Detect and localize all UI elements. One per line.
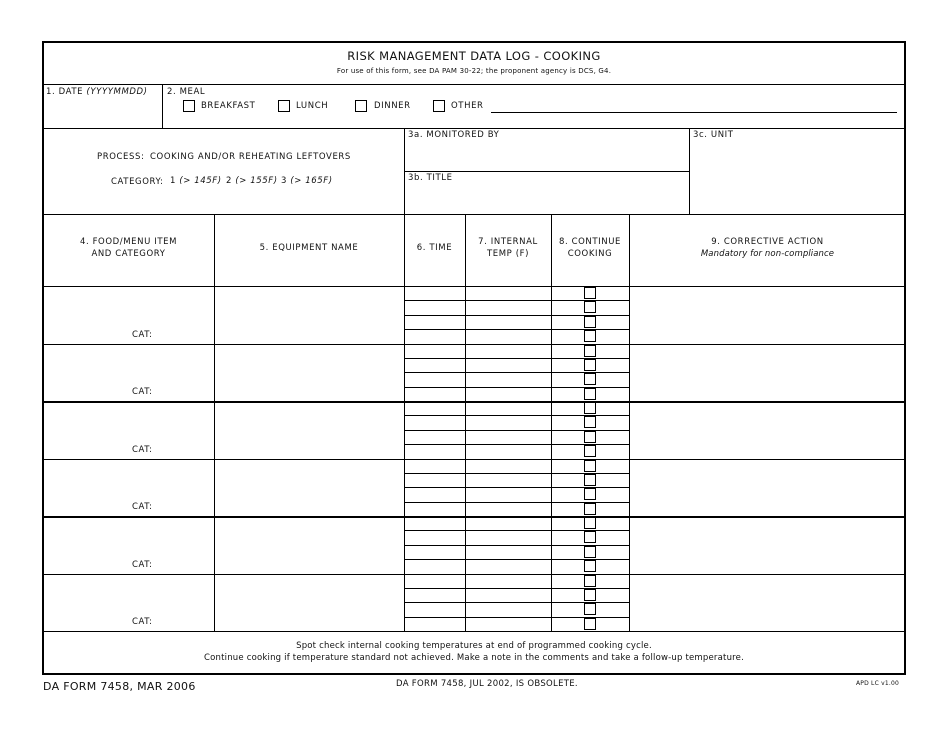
temp-input[interactable] <box>467 575 550 587</box>
cat-label: CAT: <box>132 617 153 627</box>
monitored-by-label: 3a. MONITORED BY <box>408 130 500 140</box>
temp-input[interactable] <box>467 345 550 357</box>
continue-cooking-checkbox[interactable] <box>584 531 596 543</box>
time-input[interactable] <box>406 603 464 615</box>
continue-cooking-checkbox[interactable] <box>584 488 596 500</box>
food-input[interactable] <box>44 287 212 329</box>
other-input[interactable] <box>491 98 897 112</box>
food-input[interactable] <box>44 575 212 617</box>
other-checkbox[interactable] <box>433 100 445 112</box>
time-input[interactable] <box>406 330 464 342</box>
time-input[interactable] <box>406 431 464 443</box>
dinner-label: DINNER <box>374 101 411 111</box>
category-option-1[interactable]: 1 (> 145F) <box>170 176 222 186</box>
form-title: RISK MANAGEMENT DATA LOG - COOKING <box>347 49 601 63</box>
divider-col-continue <box>629 214 630 631</box>
divider-footer <box>43 631 905 632</box>
equipment-input[interactable] <box>216 575 402 617</box>
col-corrective-header-2: Mandatory for non-compliance <box>700 249 835 259</box>
title-label: 3b. TITLE <box>408 173 453 183</box>
divider-date-meal <box>162 84 163 128</box>
obsolete-note: DA FORM 7458, JUL 2002, IS OBSOLETE. <box>396 679 578 689</box>
cat-label: CAT: <box>132 387 153 397</box>
category-label: CATEGORY: <box>111 177 164 187</box>
time-input[interactable] <box>406 503 464 515</box>
continue-cooking-checkbox[interactable] <box>584 560 596 572</box>
temp-input[interactable] <box>467 474 550 486</box>
col-continue-header-2: COOKING <box>567 249 613 259</box>
breakfast-checkbox[interactable] <box>183 100 195 112</box>
divider-monitored-unit <box>689 128 690 214</box>
divider-header <box>43 84 905 85</box>
time-input[interactable] <box>406 373 464 385</box>
time-input[interactable] <box>406 531 464 543</box>
time-input[interactable] <box>406 287 464 299</box>
corrective-action-input[interactable] <box>631 345 904 387</box>
temp-input[interactable] <box>467 603 550 615</box>
continue-cooking-checkbox[interactable] <box>584 474 596 486</box>
dinner-checkbox[interactable] <box>355 100 367 112</box>
continue-cooking-checkbox[interactable] <box>584 460 596 472</box>
temp-input[interactable] <box>467 359 550 371</box>
cat-label: CAT: <box>132 502 153 512</box>
continue-cooking-checkbox[interactable] <box>584 388 596 400</box>
temp-input[interactable] <box>467 546 550 558</box>
temp-input[interactable] <box>467 388 550 400</box>
continue-cooking-checkbox[interactable] <box>584 589 596 601</box>
continue-cooking-checkbox[interactable] <box>584 431 596 443</box>
other-input-line <box>491 112 897 113</box>
unit-input[interactable] <box>691 142 903 212</box>
category-option-3[interactable]: 3 (> 165F) <box>281 176 333 186</box>
temp-input[interactable] <box>467 488 550 500</box>
time-input[interactable] <box>406 474 464 486</box>
food-input[interactable] <box>44 345 212 387</box>
time-input[interactable] <box>406 445 464 457</box>
continue-cooking-checkbox[interactable] <box>584 330 596 342</box>
other-label: OTHER <box>451 101 484 111</box>
time-input[interactable] <box>406 488 464 500</box>
version-label: APD LC v1.00 <box>856 680 899 687</box>
time-input[interactable] <box>406 359 464 371</box>
equipment-input[interactable] <box>216 517 402 559</box>
process-value: COOKING AND/OR REHEATING LEFTOVERS <box>150 152 351 162</box>
time-input[interactable] <box>406 517 464 529</box>
form-id: DA FORM 7458, MAR 2006 <box>43 680 196 693</box>
temp-input[interactable] <box>467 589 550 601</box>
continue-cooking-checkbox[interactable] <box>584 359 596 371</box>
food-input[interactable] <box>44 460 212 502</box>
meal-label: 2. MEAL <box>167 87 206 97</box>
temp-input[interactable] <box>467 373 550 385</box>
continue-cooking-checkbox[interactable] <box>584 416 596 428</box>
cat-label: CAT: <box>132 445 153 455</box>
temp-input[interactable] <box>467 301 550 313</box>
divider-col-time <box>465 214 466 631</box>
temp-input[interactable] <box>467 460 550 472</box>
form-subtitle: For use of this form, see DA PAM 30-22; the proponent agency is DCS, G4. <box>336 67 612 75</box>
cat-label: CAT: <box>132 560 153 570</box>
divider-meal <box>43 128 905 129</box>
time-input[interactable] <box>406 388 464 400</box>
time-input[interactable] <box>406 460 464 472</box>
col-corrective-header-1: 9. CORRECTIVE ACTION <box>711 237 824 247</box>
food-input[interactable] <box>44 402 212 444</box>
continue-cooking-checkbox[interactable] <box>584 546 596 558</box>
divider-col-temp <box>551 214 552 631</box>
title-input[interactable] <box>406 185 687 212</box>
cat-label: CAT: <box>132 330 153 340</box>
lunch-label: LUNCH <box>296 101 329 111</box>
col-food-header-2: AND CATEGORY <box>91 249 166 259</box>
date-input[interactable] <box>44 98 160 126</box>
temp-input[interactable] <box>467 445 550 457</box>
corrective-action-input[interactable] <box>631 460 904 502</box>
col-equipment-header: 5. EQUIPMENT NAME <box>259 243 359 253</box>
time-input[interactable] <box>406 560 464 572</box>
temp-input[interactable] <box>467 503 550 515</box>
temp-input[interactable] <box>467 531 550 543</box>
temp-input[interactable] <box>467 330 550 342</box>
equipment-input[interactable] <box>216 460 402 502</box>
temp-input[interactable] <box>467 287 550 299</box>
equipment-input[interactable] <box>216 402 402 444</box>
lunch-checkbox[interactable] <box>278 100 290 112</box>
col-temp-header-1: 7. INTERNAL <box>478 237 538 247</box>
divider-col-equipment <box>214 214 215 631</box>
col-temp-header-2: TEMP (F) <box>486 249 530 259</box>
time-input[interactable] <box>406 589 464 601</box>
divider-process <box>43 214 905 215</box>
temp-input[interactable] <box>467 431 550 443</box>
monitored-by-input[interactable] <box>406 142 687 169</box>
temp-input[interactable] <box>467 618 550 630</box>
continue-cooking-checkbox[interactable] <box>584 603 596 615</box>
divider-monitored <box>404 171 689 172</box>
time-input[interactable] <box>406 301 464 313</box>
col-time-header: 6. TIME <box>416 243 453 253</box>
time-input[interactable] <box>406 402 464 414</box>
process-label: PROCESS: <box>97 152 145 162</box>
continue-cooking-checkbox[interactable] <box>584 575 596 587</box>
footer-note-1: Spot check internal cooking temperatures at end of programmed cooking cycle. <box>296 641 652 651</box>
food-input[interactable] <box>44 517 212 559</box>
footer-note-2: Continue cooking if temperature standard not achieved. Make a note in the comments and take a follow-up temperature. <box>203 653 744 663</box>
corrective-action-input[interactable] <box>631 402 904 444</box>
temp-input[interactable] <box>467 560 550 572</box>
continue-cooking-checkbox[interactable] <box>584 345 596 357</box>
time-input[interactable] <box>406 546 464 558</box>
continue-cooking-checkbox[interactable] <box>584 316 596 328</box>
corrective-action-input[interactable] <box>631 517 904 559</box>
time-input[interactable] <box>406 316 464 328</box>
temp-input[interactable] <box>467 517 550 529</box>
continue-cooking-checkbox[interactable] <box>584 618 596 630</box>
corrective-action-input[interactable] <box>631 287 904 329</box>
temp-input[interactable] <box>467 402 550 414</box>
continue-cooking-checkbox[interactable] <box>584 517 596 529</box>
equipment-input[interactable] <box>216 287 402 329</box>
time-input[interactable] <box>406 345 464 357</box>
continue-cooking-checkbox[interactable] <box>584 373 596 385</box>
continue-cooking-checkbox[interactable] <box>584 402 596 414</box>
time-input[interactable] <box>406 416 464 428</box>
time-input[interactable] <box>406 618 464 630</box>
continue-cooking-checkbox[interactable] <box>584 287 596 299</box>
breakfast-label: BREAKFAST <box>201 101 256 111</box>
divider-process-monitored <box>404 128 405 631</box>
unit-label: 3c. UNIT <box>693 130 734 140</box>
temp-input[interactable] <box>467 316 550 328</box>
col-continue-header-1: 8. CONTINUE <box>558 237 622 247</box>
corrective-action-input[interactable] <box>631 575 904 617</box>
continue-cooking-checkbox[interactable] <box>584 503 596 515</box>
equipment-input[interactable] <box>216 345 402 387</box>
date-label: 1. DATE (YYYYMMDD) <box>46 87 148 97</box>
continue-cooking-checkbox[interactable] <box>584 301 596 313</box>
continue-cooking-checkbox[interactable] <box>584 445 596 457</box>
category-option-2[interactable]: 2 (> 155F) <box>226 176 278 186</box>
time-input[interactable] <box>406 575 464 587</box>
temp-input[interactable] <box>467 416 550 428</box>
col-food-header-1: 4. FOOD/MENU ITEM <box>79 237 178 247</box>
